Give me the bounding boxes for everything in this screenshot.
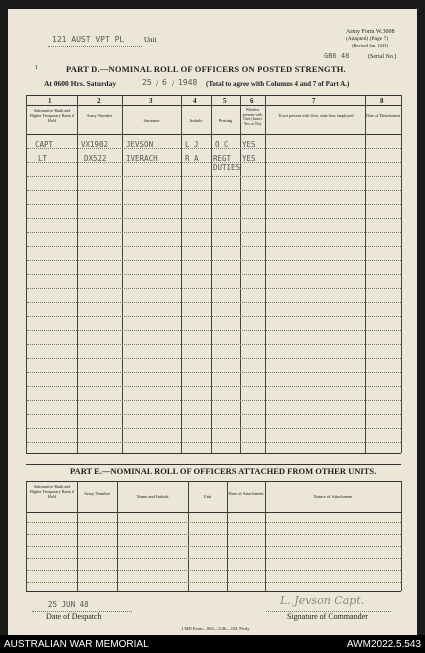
archive-footer [0,635,425,653]
page-marker: 1 [35,65,38,71]
table-d-header-line [26,134,401,135]
ruled-line [27,582,401,583]
col-num-8: 8 [380,97,384,105]
table-e-top [26,481,401,482]
col-header-posting: Posting [218,118,233,123]
ruled-line [27,288,401,289]
row-2-initials: R A [185,154,199,163]
row-2-posting: REGT [213,154,232,163]
ruled-line [27,386,401,387]
row-1-surname: JEVSON [126,140,154,149]
ruled-line [27,218,401,219]
e-header-nature: Nature of Attachment [313,494,353,499]
row-1-number: VX1902 [81,140,109,149]
row-1-present: YES [242,140,256,149]
date-slash-2: / [172,79,175,88]
ruled-line [27,570,401,571]
ruled-line [27,162,401,163]
row-2-surname: IVERACH [126,154,158,163]
col-header-present: Whether present with Unit (Insert Yes or No) [242,107,263,126]
ruled-line [27,316,401,317]
col-header-initials: Initials [189,118,203,123]
col-num-7: 7 [312,97,316,105]
print-line: 1 MD Form—865—5/46—1M. Pwdy [181,626,250,631]
form-page [8,9,417,635]
ruled-line [27,274,401,275]
col-e-border-left [26,481,27,591]
row-2-duties: DUTIES [213,163,241,172]
ruled-line [27,204,401,205]
ruled-line [27,400,401,401]
col-num-1: 1 [48,97,52,105]
ruled-line [27,442,401,443]
e-header-rank: Substantive Rank and Higher Temporary Rank if Held [29,484,75,499]
table-e-header-line [26,512,401,513]
table-d-bottom [26,453,401,454]
col-e-divider-4 [227,481,228,591]
col-num-6: 6 [250,97,254,105]
ruled-line [27,534,401,535]
col-header-detachment-date: Date of Detachment [366,113,400,118]
total-note: (Total to agree with Columns 4 and 7 of Part A.) [206,80,350,88]
col-header-army-number: Army Number [86,113,113,118]
despatch-date-value: 25 JUN 48 [48,600,89,609]
unit-label: Unit [144,36,157,44]
ruled-line [27,344,401,345]
col-header-employed: If not present with Unit, state how employed [278,113,354,118]
date-year: 1948 [178,78,198,87]
ruled-line [27,232,401,233]
row-1-posting: O C [215,140,229,149]
row-2-present: YES [242,154,256,163]
ruled-line [27,428,401,429]
ruled-line [27,176,401,177]
part-e-title: PART E.—NOMINAL ROLL OF OFFICERS ATTACHED FROM OTHER UNITS. [70,466,377,476]
date-day: 25 [142,78,152,87]
date-month: 6 [162,78,167,87]
signature-label: Signature of Commander [287,612,368,621]
commander-signature: L. Jevson Capt. [280,594,365,607]
archive-footer-left: AUSTRALIAN WAR MEMORIAL [4,639,149,650]
table-d-top [26,95,401,96]
despatch-label: Date of Despatch [46,612,102,621]
col-num-2: 2 [97,97,101,105]
col-num-3: 3 [149,97,153,105]
serial-label: (Serial No.) [368,54,397,60]
e-header-army-number: Army Number [83,491,111,496]
col-header-surname: Surname [143,118,160,123]
form-line-3: (Revised Jan. 1943) [352,43,388,48]
ruled-line [27,246,401,247]
col-header-rank: Substantive Rank and Higher Temporary Rank if Held [29,108,75,123]
row-2-rank: LT [38,154,48,163]
col-e-border-right [401,481,402,591]
archive-footer-right: AWM2022.5.543 [346,639,421,650]
part-d-title: PART D.—NOMINAL ROLL OF OFFICERS ON POSTED STRENGTH. [66,64,346,74]
col-d-border-right [401,95,402,453]
row-1-rank: CAPT [35,140,54,149]
serial-value: GB6 48 [324,52,350,60]
table-e-bottom [26,591,401,592]
unit-underline [48,46,142,47]
form-line-1: Army Form W.3008 [346,29,395,35]
col-num-4: 4 [193,97,197,105]
part-e-top-rule [26,464,401,465]
row-1-initials: L J [185,140,199,149]
ruled-line [27,372,401,373]
e-header-unit: Unit [203,494,212,499]
ruled-line [27,558,401,559]
e-header-date: Date of Attachment [228,491,264,496]
col-num-5: 5 [223,97,227,105]
part-d-at-label: At 0600 Hrs. Saturday [44,79,117,88]
ruled-line [27,358,401,359]
ruled-line [27,414,401,415]
table-d-numrow-line [26,105,401,106]
ruled-line [27,148,401,149]
e-header-name: Name and Initials [136,494,169,499]
ruled-line [27,302,401,303]
unit-value: 121 AUST VPT PL [52,35,125,44]
ruled-line [27,546,401,547]
col-e-divider-1 [77,481,78,591]
row-2-number: DX522 [84,154,107,163]
ruled-line [27,260,401,261]
ruled-line [27,190,401,191]
ruled-line [27,330,401,331]
ruled-line [27,522,401,523]
form-line-2: (Adapted) (Page 7) [346,36,389,42]
date-slash-1: / [156,79,159,88]
